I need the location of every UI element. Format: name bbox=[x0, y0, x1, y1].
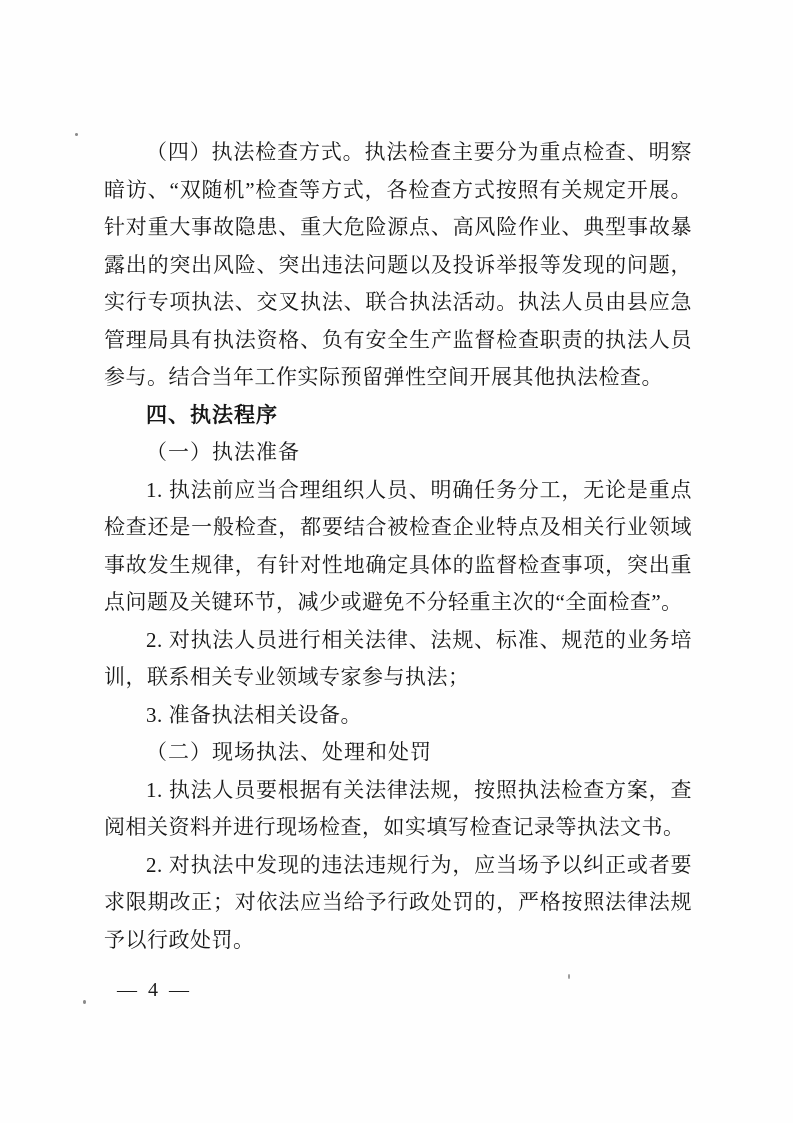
document-body bbox=[104, 134, 692, 959]
body-paragraph: 2. 对执法中发现的违法违规行为，应当场予以纠正或者要求限期改正；对依法应当给予行政处罚的，严格按照法律法规予以行政处罚。 bbox=[104, 852, 692, 952]
body-paragraph: （四）执法检查方式。执法检查主要分为重点检查、明察暗访、“双随机”检查等方式，各检查方式按照有关规定开展。针对重大事故隐患、重大危险源点、高风险作业、典型事故暴露出的突出风险、突出违法问题以及投诉举报等发现的问题，实行专项执法、交叉执法、联合执法活动。执法人员由县应急管理局具有执法资格、负有安全生产监督检查职责的执法人员参与。结合当年工作实际预留弹性空间开展其他执法检查。 bbox=[104, 140, 692, 389]
body-paragraph: 2. 对执法人员进行相关法律、法规、标准、规范的业务培训，联系相关专业领域专家参与执法； bbox=[104, 627, 692, 689]
body-paragraph: 3. 准备执法相关设备。 bbox=[146, 702, 362, 727]
section-heading: 四、执法程序 bbox=[146, 403, 278, 427]
scan-speck bbox=[568, 974, 570, 979]
body-paragraph: 1. 执法前应当合理组织人员、明确任务分工，无论是重点检查还是一般检查，都要结合被检查企业特点及相关行业领域事故发生规律，有针对性地确定具体的监督检查事项，突出重点问题及关键环节，减少或避免不分轻重主次的“全面检查”。 bbox=[104, 477, 692, 614]
subsection-heading: （二）现场执法、处理和处罚 bbox=[146, 740, 432, 764]
scan-speck bbox=[83, 1000, 86, 1004]
body-paragraph: 1. 执法人员要根据有关法律法规，按照执法检查方案，查阅相关资料并进行现场检查，如实填写检查记录等执法文书。 bbox=[104, 777, 692, 839]
scan-speck bbox=[75, 133, 78, 136]
subsection-heading: （一）执法准备 bbox=[146, 440, 300, 464]
page-number: — 4 — bbox=[117, 979, 192, 1001]
